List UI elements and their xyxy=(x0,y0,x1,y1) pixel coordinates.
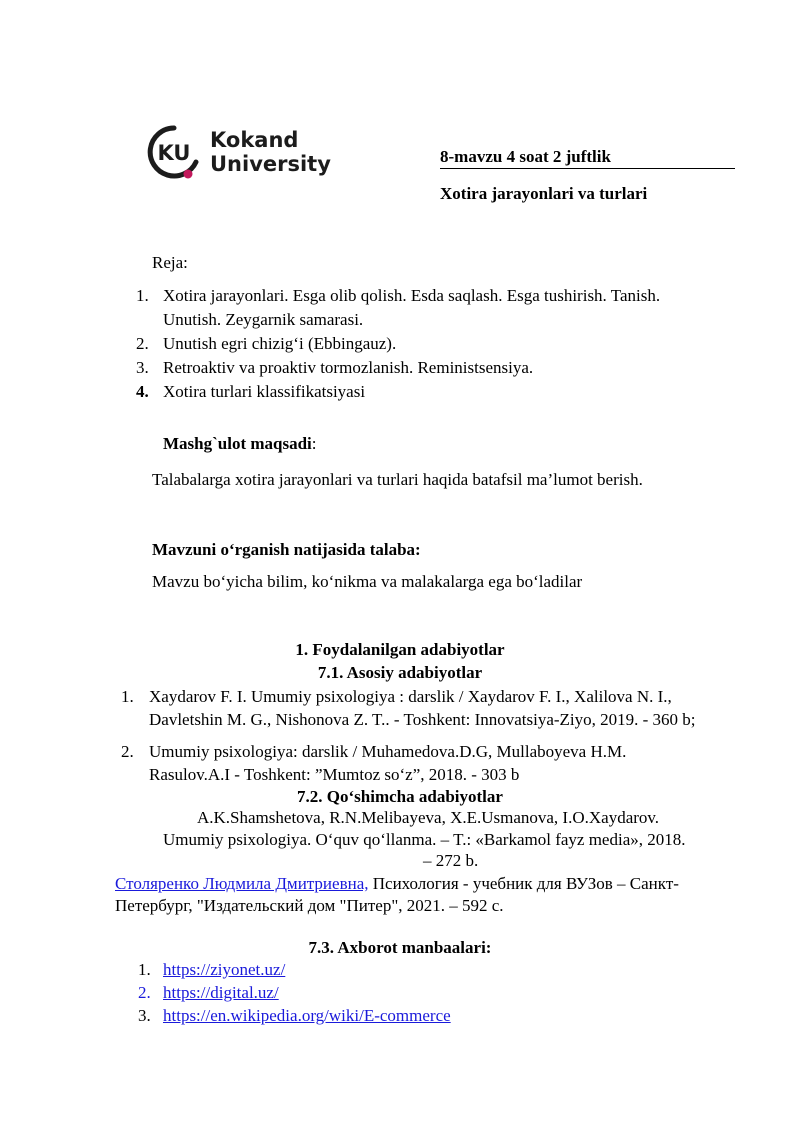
kokand-university-logo xyxy=(146,124,336,184)
reference-number: 2. xyxy=(121,742,134,761)
web-source-link[interactable]: https://ziyonet.uz/ xyxy=(163,960,286,979)
plan-item-number: 1. xyxy=(136,286,149,305)
plan-item-number: 2. xyxy=(136,334,149,353)
goal-label: Mashg`ulot maqsadi xyxy=(163,434,312,453)
russian-reference-line1 xyxy=(115,874,679,894)
plan-item-text: Xotira turlari klassifikatsiyasi xyxy=(163,382,366,401)
plan-item xyxy=(133,356,733,380)
web-source-item xyxy=(138,958,451,981)
main-literature-heading: 7.1. Asosiy adabiyotlar xyxy=(317,663,483,682)
russian-reference-text: Психология - учебник для ВУЗов – Санкт- xyxy=(368,874,679,893)
web-source-number: 3. xyxy=(138,1006,151,1025)
extra-literature-line: Umumiy psixologiya. O‘quv qo‘llanma. – T.: «Barkamol fayz media», 2018. xyxy=(163,830,686,849)
reference-text: Davletshin M. G., Nishonova Z. T.. - Toshkent: Innovatsiya-Ziyo, 2019. - 360 b; xyxy=(149,710,696,729)
outcome-text: Mavzu bo‘yicha bilim, ko‘nikma va malakalarga ega bo‘ladilar xyxy=(152,572,583,591)
goal-colon: : xyxy=(311,434,317,453)
plan-item-text: Unutish. Zeygarnik samarasi. xyxy=(163,310,364,329)
plan-item-text: Retroaktiv va proaktiv tormozlanish. Reministsensiya. xyxy=(163,358,534,377)
goal-heading xyxy=(163,434,317,454)
reference-text: Xaydarov F. I. Umumiy psixologiya : darslik / Xaydarov F. I., Xalilova N. I., xyxy=(149,687,672,706)
topic-header: 8-mavzu 4 soat 2 juftlik xyxy=(440,147,611,166)
reference-number: 1. xyxy=(121,687,134,706)
russian-reference-line2: Петербург, "Издательский дом "Питер", 2021. – 592 с. xyxy=(115,896,504,915)
logo-wordmark xyxy=(210,128,331,176)
references-heading: 1. Foydalanilgan adabiyotlar xyxy=(295,640,505,659)
extra-literature-heading: 7.2. Qo‘shimcha adabiyotlar xyxy=(297,787,503,806)
plan-item xyxy=(133,332,733,356)
extra-literature-line: – 272 b. xyxy=(423,851,479,870)
logo-mark-text: KU xyxy=(157,141,191,165)
plan-item-number: 3. xyxy=(136,358,149,377)
reference-text: Rasulov.A.I - Toshkent: ”Mumtoz so‘z”, 2018. - 303 b xyxy=(149,765,520,784)
plan-item-text: Unutish egri chizig‘i (Ebbingauz). xyxy=(163,334,397,353)
goal-text: Talabalarga xotira jarayonlari va turlari haqida batafsil ma’lumot berish. xyxy=(152,470,643,489)
header-divider xyxy=(440,168,735,169)
web-source-number: 1. xyxy=(138,960,151,979)
web-source-number: 2. xyxy=(138,983,151,1002)
web-source-item xyxy=(138,981,451,1004)
topic-title: Xotira jarayonlari va turlari xyxy=(440,184,648,203)
plan-item-text: Xotira jarayonlari. Esga olib qolish. Esda saqlash. Esga tushirish. Tanish. xyxy=(163,286,661,305)
logo-line-kokand: Kokand xyxy=(210,128,299,152)
plan-list xyxy=(133,284,733,404)
plan-item xyxy=(133,284,733,332)
logo-line-university: University xyxy=(210,152,331,176)
reference-item xyxy=(118,740,746,786)
web-sources-heading: 7.3. Axborot manbaalari: xyxy=(308,938,492,957)
reference-text: Umumiy psixologiya: darslik / Muhamedova.D.G, Mullaboyeva H.M. xyxy=(149,742,627,761)
main-literature-list xyxy=(118,685,746,731)
web-source-link[interactable]: https://digital.uz/ xyxy=(163,983,279,1002)
plan-item xyxy=(133,380,733,404)
outcome-heading: Mavzuni o‘rganish natijasida talaba: xyxy=(152,540,421,559)
web-source-link[interactable]: https://en.wikipedia.org/wiki/E-commerce xyxy=(163,1006,451,1025)
plan-item-number: 4. xyxy=(136,382,149,401)
reference-item xyxy=(118,685,746,731)
web-sources-list xyxy=(138,958,451,1027)
author-link[interactable]: Столяренко Людмила Дмитриевна, xyxy=(115,874,369,893)
web-source-item xyxy=(138,1004,451,1027)
extra-literature-line: A.K.Shamshetova, R.N.Melibayeva, X.E.Usmanova, I.O.Xaydarov. xyxy=(197,808,660,827)
main-literature-list-2 xyxy=(118,740,746,786)
ku-logo-mark xyxy=(146,124,202,180)
plan-heading: Reja: xyxy=(152,253,188,272)
